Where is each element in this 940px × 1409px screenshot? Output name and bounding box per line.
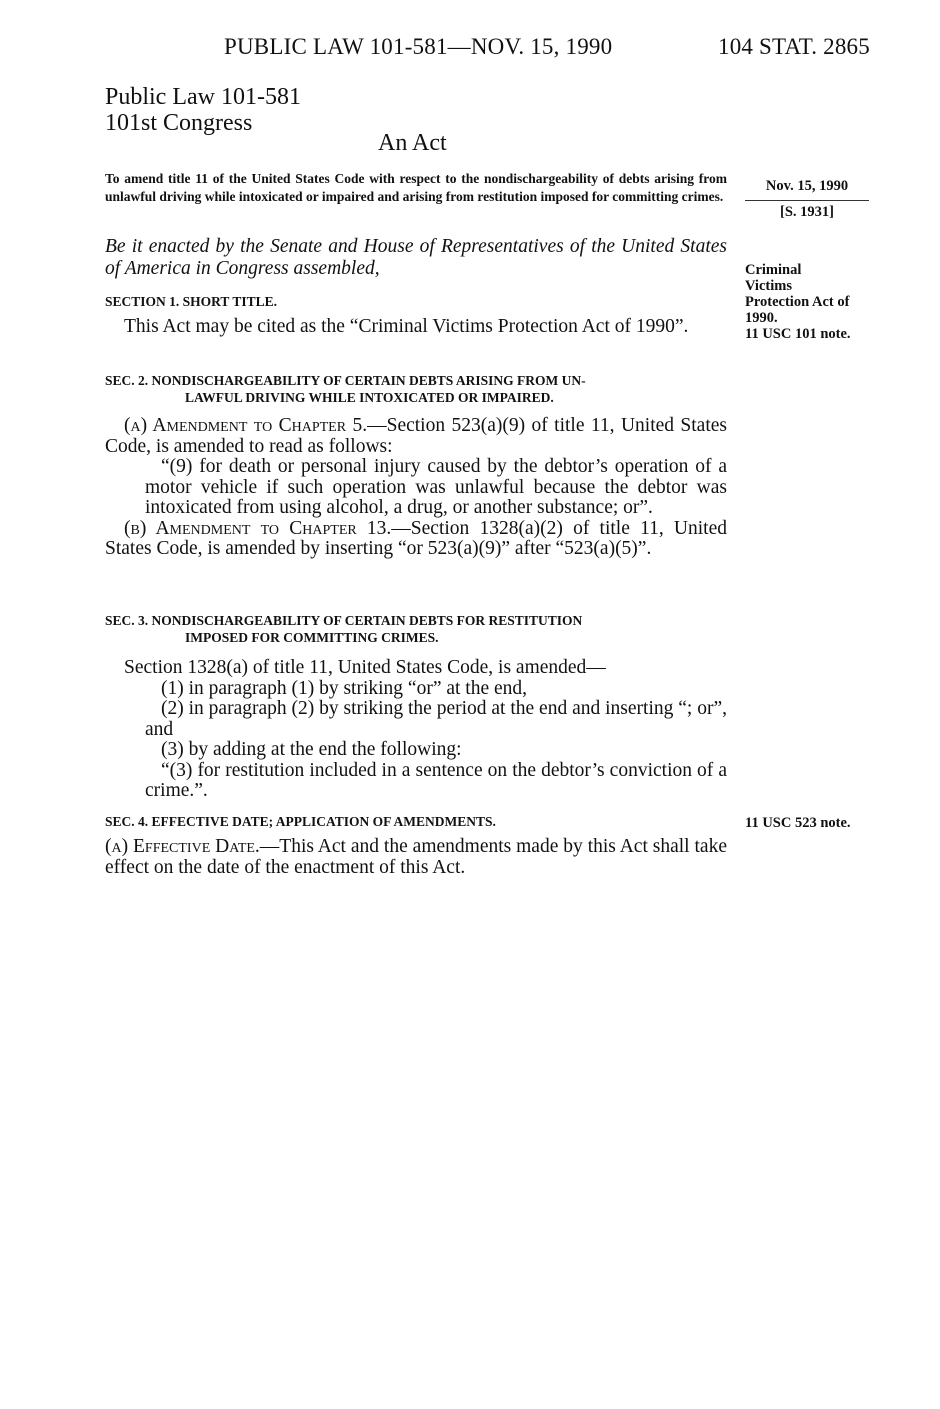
sec2-b-text: —Section 1328(a)(2) of title 11, United States Code, is amended by inserting “or 523(a)(9)” after “523(a)(5)”. <box>105 517 728 559</box>
sec3-heading-line2: IMPOSED FOR COMMITTING CRIMES. <box>185 630 439 645</box>
running-head-left: PUBLIC LAW 101-581—NOV. 15, 1990 <box>224 34 613 59</box>
margin-date: Nov. 15, 1990 <box>765 178 849 194</box>
margin-note-line: Criminal <box>745 262 802 278</box>
sec2-body <box>105 416 727 560</box>
sec3-item-3: (3) by adding at the end the following: <box>161 739 462 760</box>
margin-usc-523-note: 11 USC 523 note. <box>745 815 851 831</box>
sec3-item-1: (1) in paragraph (1) by striking “or” at the end, <box>161 677 528 699</box>
margin-bill-number: [S. 1931] <box>780 204 834 220</box>
sec4-a-label: (a) Effective Date. <box>105 836 260 857</box>
purpose-clause: To amend title 11 of the United States Code with respect to the nondischargeability of debts arising from unlawful driving while intoxicated or impaired and arising from restitution imposed for committing crimes. <box>105 171 727 204</box>
sec2-a-label: (a) Amendment to Chapter 5. <box>124 415 368 436</box>
sec3-heading <box>105 612 727 646</box>
sec2-a-text: —Section 523(a)(9) of title 11, United States Code, is amended to read as follows: <box>105 415 727 457</box>
enacting-clause: Be it enacted by the Senate and House of Representatives of the United States of America in Congress assembled, <box>105 236 727 279</box>
law-number: Public Law 101-581 <box>105 84 301 110</box>
sec2-b-label: (b) Amendment to Chapter 13. <box>124 517 392 539</box>
act-heading: An Act <box>378 130 447 156</box>
congress: 101st Congress <box>105 110 253 136</box>
margin-short-title-note <box>745 262 851 342</box>
sec2-subsection-a <box>105 416 727 457</box>
sec4-subsection-a <box>105 837 727 878</box>
sec1-heading: SECTION 1. SHORT TITLE. <box>105 294 277 309</box>
law-title-block <box>105 84 301 136</box>
sec4-body <box>105 837 727 878</box>
sec2-a-quote: “(9) for death or personal injury caused by the debtor’s operation of a motor vehicle if such operation was unlawful because the debtor was intoxicated from using alcohol, a drug, or another substance; or”. <box>145 456 727 518</box>
margin-date-block <box>745 178 869 221</box>
running-head-right: 104 STAT. 2865 <box>718 34 870 59</box>
sec2-subsection-b <box>105 519 727 560</box>
sec2-heading-line1: SEC. 2. NONDISCHARGEABILITY OF CERTAIN DEBTS ARISING FROM UN- <box>105 373 586 388</box>
sec3-item-2: (2) in paragraph (2) by striking the period at the end and inserting “; or”, and <box>145 698 727 740</box>
sec3-body <box>105 658 727 802</box>
margin-usc-101-note: 11 USC 101 note. <box>745 326 851 342</box>
sec2-heading-line2: LAWFUL DRIVING WHILE INTOXICATED OR IMPAIRED. <box>185 390 554 405</box>
margin-note-line: 1990. <box>745 310 778 326</box>
margin-note-line: Protection Act of <box>745 294 850 310</box>
sec4-heading: SEC. 4. EFFECTIVE DATE; APPLICATION OF AMENDMENTS. <box>105 814 496 829</box>
margin-rule <box>745 200 869 201</box>
margin-note-line: Victims <box>745 278 792 294</box>
sec3-quote: “(3) for restitution included in a sentence on the debtor’s conviction of a crime.”. <box>145 759 727 801</box>
sec1-text: This Act may be cited as the “Criminal Victims Protection Act of 1990”. <box>124 316 689 337</box>
sec3-intro: Section 1328(a) of title 11, United States Code, is amended— <box>124 657 606 678</box>
sec4-a-text: —This Act and the amendments made by this Act shall take effect on the date of the enactment of this Act. <box>105 836 727 878</box>
sec3-heading-line1: SEC. 3. NONDISCHARGEABILITY OF CERTAIN DEBTS FOR RESTITUTION <box>105 613 583 628</box>
sec2-heading <box>105 372 727 406</box>
